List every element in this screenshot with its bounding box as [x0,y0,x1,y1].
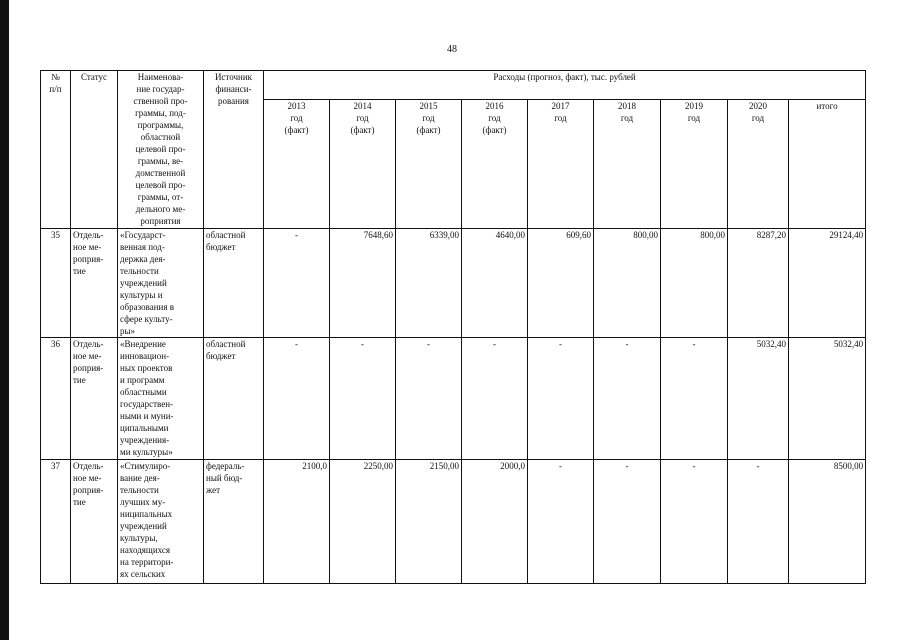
row-number: 37 [41,460,71,584]
value-2014: - [330,338,396,460]
table-row [41,229,866,338]
header-year-2018: 2018 год [594,100,661,229]
value-2013: - [264,229,330,338]
value-2016: 2000,0 [462,460,528,584]
table-row [41,338,866,460]
header-row-1 [41,71,866,100]
value-2015: 2150,00 [396,460,462,584]
table-row [41,460,866,584]
header-year-2020: 2020 год [728,100,789,229]
value-2016: - [462,338,528,460]
page-number: 48 [447,44,457,55]
header-year-2016: 2016 год (факт) [462,100,528,229]
value-2019: - [661,338,728,460]
value-2019: 800,00 [661,229,728,338]
row-status: Отдель- ное ме- роприя- тие [71,229,118,338]
header-total: итого [789,100,866,229]
value-2020: 5032,40 [728,338,789,460]
header-year-2017: 2017 год [528,100,594,229]
budget-table [40,70,866,584]
value-total: 5032,40 [789,338,866,460]
header-year-2013: 2013 год (факт) [264,100,330,229]
value-2014: 7648,60 [330,229,396,338]
value-2013: 2100,0 [264,460,330,584]
value-2018: 800,00 [594,229,661,338]
value-total: 29124,40 [789,229,866,338]
header-year-2015: 2015 год (факт) [396,100,462,229]
row-name: «Внедрение инновацион- ных проектов и программ областными государствен- ными и муни- ципальными учреждения- ми культуры» [118,338,204,460]
row-number: 35 [41,229,71,338]
value-2015: - [396,338,462,460]
value-2019: - [661,460,728,584]
header-num: № п/п [41,71,71,229]
value-2017: 609,60 [528,229,594,338]
row-name: «Государст- венная под- держка дея- тельности учреждений культуры и образования в сфере культу- ры» [118,229,204,338]
row-source: областной бюджет [204,229,264,338]
row-status: Отдель- ное ме- роприя- тие [71,460,118,584]
value-2018: - [594,460,661,584]
value-2020: 8287,20 [728,229,789,338]
row-status: Отдель- ное ме- роприя- тие [71,338,118,460]
header-status: Статус [71,71,118,229]
row-number: 36 [41,338,71,460]
value-2015: 6339,00 [396,229,462,338]
header-year-2019: 2019 год [661,100,728,229]
row-name: «Стимулиро- вание дея- тельности лучших му- ниципальных учреждений культуры, находящихся на территори- ях сельских [118,460,204,584]
row-source: областной бюджет [204,338,264,460]
value-2020: - [728,460,789,584]
value-2018: - [594,338,661,460]
row-source: федераль- ный бюд- жет [204,460,264,584]
value-2017: - [528,460,594,584]
value-2014: 2250,00 [330,460,396,584]
value-total: 8500,00 [789,460,866,584]
value-2013: - [264,338,330,460]
header-source: Источник финанси- рования [204,71,264,229]
value-2017: - [528,338,594,460]
header-expenses: Расходы (прогноз, факт), тыс. рублей [264,71,866,100]
header-name: Наименова- ние государ- ственной про- граммы, под- программы, областной целевой про- граммы, ве- домственной целевой про- граммы, от- дельного ме- роприятия [118,71,204,229]
header-year-2014: 2014 год (факт) [330,100,396,229]
scan-edge-bar [0,0,9,640]
value-2016: 4640,00 [462,229,528,338]
